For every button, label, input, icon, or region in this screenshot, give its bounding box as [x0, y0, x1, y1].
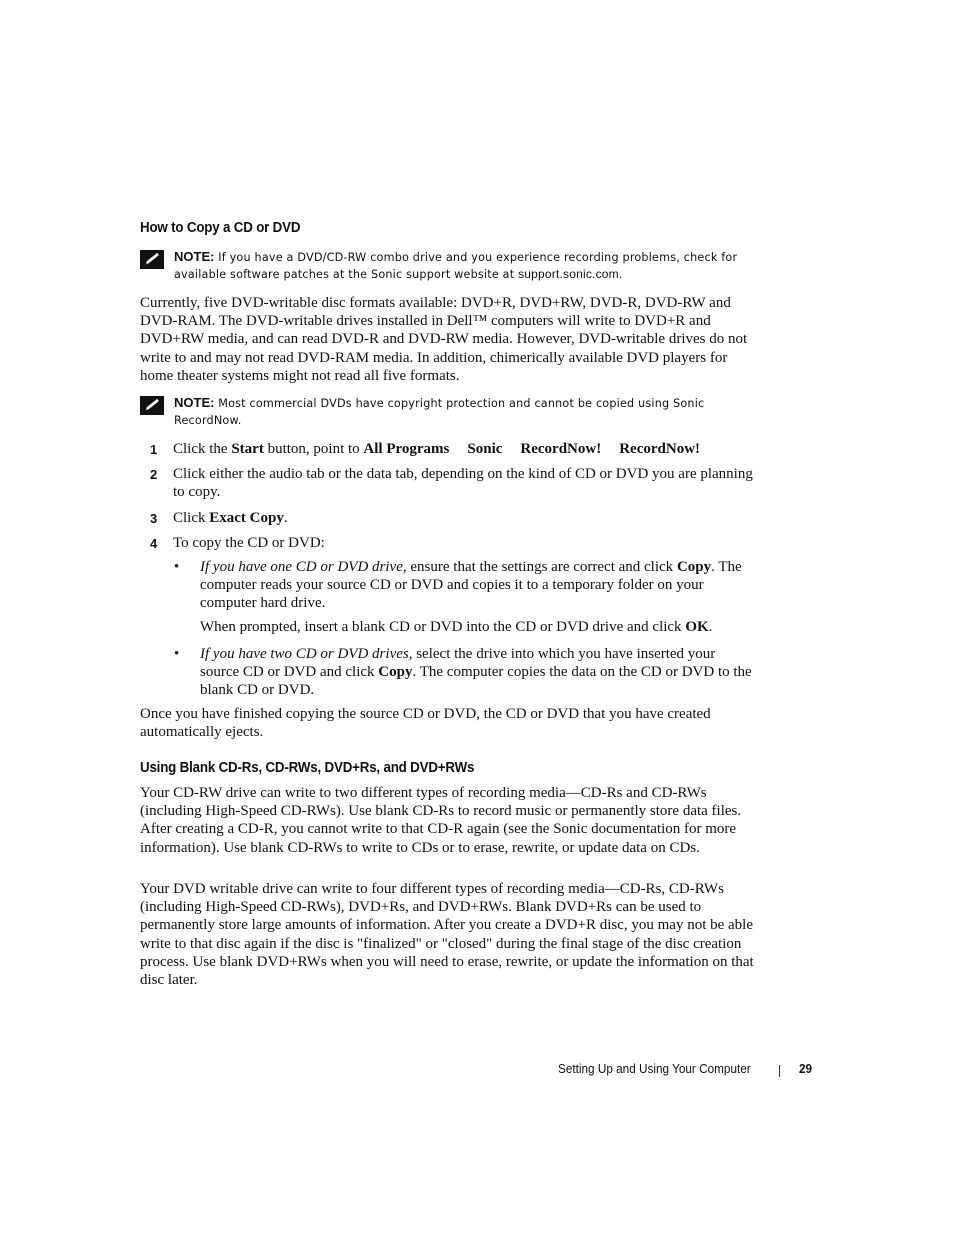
step-number: 4: [150, 536, 158, 551]
step-text: Click the: [173, 441, 232, 457]
step-text: Click either the audio tab or the data tab, depending on the kind of CD or DVD you are planning to copy.: [173, 466, 753, 501]
step-number: 3: [150, 511, 158, 526]
start-label: Start: [231, 441, 264, 457]
step-text: Click: [173, 510, 210, 526]
sonic-label: Sonic: [467, 441, 503, 457]
copy-label: Copy: [676, 559, 712, 575]
step-text: .: [283, 510, 288, 526]
note-pencil-icon: [140, 396, 164, 415]
paragraph-dvd-writable: Your DVD writable drive can write to four different types of recording media—CD-Rs, CD-RWs (including High-Speed CD-RWs), DVD+Rs, and DVD+RWs. Blank DVD+Rs can be used to permanently store large amounts of information. After you create a DVD+R disc, you may not be able write to that disc again if the disc is "finalized" or "closed" during the final stage of the disc creation process. Use blank DVD+RWs when you will need to erase, rewrite, or update the information on that disc later.: [140, 881, 754, 989]
paragraph-cd-rw: Your CD-RW drive can write to two different types of recording media—CD-Rs and CD-RWs (including High-Speed CD-RWs). Use blank CD-Rs to record music or permanently store data files. After creating a CD-R, you cannot write to that CD-R again (see the Sonic documentation for more information). Use blank CD-RWs to write to CDs or to erase, rewrite, or update data on CDs.: [140, 785, 742, 856]
recordnow-folder-label: RecordNow!: [520, 441, 602, 457]
note-text: Most commercial DVDs have copyright protection and cannot be copied using Sonic RecordNow.: [174, 397, 705, 427]
bullet-text: . The computer copies the data on the CD or DVD to the blank CD or DVD.: [200, 664, 752, 699]
note-text: If you have a DVD/CD-RW combo drive and you experience recording problems, check for available software patches at the Sonic support website at: [174, 251, 738, 281]
note-label: NOTE:: [174, 395, 215, 410]
bullet-italic: If you have one CD or DVD drive: [200, 559, 403, 575]
note-end: .: [618, 268, 623, 281]
bullet-icon: •: [174, 646, 180, 662]
step-number: 1: [150, 442, 158, 457]
bullet-text: . The computer reads your source CD or DVD and copies it to a temporary folder on your computer hard drive.: [200, 559, 742, 612]
heading-copy-cd-dvd: How to Copy a CD or DVD: [140, 220, 301, 236]
bullet-text: , ensure that the settings are correct and click: [402, 559, 677, 575]
bullet-italic: If you have two CD or DVD drives: [200, 646, 409, 662]
paragraph-eject: Once you have finished copying the source CD or DVD, the CD or DVD that you have created automatically ejects.: [140, 706, 711, 741]
bullet-text: .: [708, 619, 713, 635]
heading-blank-media: Using Blank CD-Rs, CD-RWs, DVD+Rs, and DVD+RWs: [140, 760, 475, 776]
note-label: NOTE:: [174, 249, 215, 264]
recordnow-app-label: RecordNow!: [619, 441, 701, 457]
bullet-text: , select the drive into which you have inserted your source CD or DVD and click: [200, 646, 716, 681]
note-pencil-icon: [140, 250, 164, 269]
bullet-icon: •: [174, 559, 180, 575]
all-programs-label: All Programs: [363, 441, 450, 457]
ok-label: OK: [685, 619, 709, 635]
exact-copy-label: Exact Copy: [209, 510, 284, 526]
footer-section-title: Setting Up and Using Your Computer: [558, 1062, 751, 1076]
step-number: 2: [150, 467, 158, 482]
step-text: To copy the CD or DVD:: [173, 535, 325, 551]
copy-label: Copy: [378, 664, 413, 681]
paragraph-dvd-formats: Currently, five DVD-writable disc formats available: DVD+R, DVD+RW, DVD-R, DVD-RW and DVD-RAM. The DVD-writable drives installed in Dell™ computers will write to DVD+R and DVD+RW media, and can read DVD-R and DVD-RW media. However, DVD-writable drives do not write to and may not read DVD-RAM media. In addition, chimerically available DVD players for home theater systems might not read all five formats.: [140, 295, 748, 384]
bullet-text: When prompted, insert a blank CD or DVD into the CD or DVD drive and click: [200, 619, 686, 635]
step-text: button, point to: [263, 441, 364, 457]
support-link[interactable]: support.sonic.com: [518, 267, 619, 281]
footer-divider: [779, 1065, 780, 1077]
footer-page-number: 29: [799, 1062, 813, 1076]
